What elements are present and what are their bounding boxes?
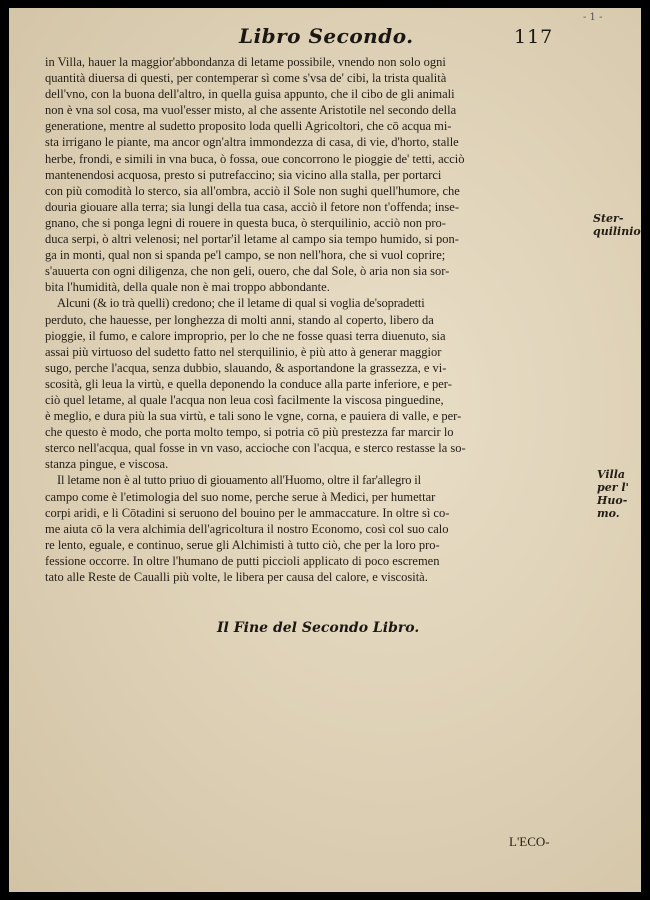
text-line: corpi aridi, e li Cōtadini si seruono del bouino per le ammaccature. In oltre sì co- [45, 505, 450, 520]
text-line: re lento, eguale, e continuo, serue gli Alchimisti à tutto ciò, che per la loro pro- [45, 537, 440, 552]
text-line: sta irrigano le piante, ma ancor ogn'altra immondezza di casa, di vie, d'horto, stalle [45, 135, 459, 150]
text-line: Il letame non è al tutto priuo di giouamento all'Huomo, oltre il far'allegro il [57, 473, 421, 488]
text-line: è meglio, e dura più la sua virtù, e tali sono le vgne, corna, e pauiera di valle, e per- [45, 409, 462, 424]
text-line: in Villa, hauer la maggior'abbondanza di letame possibile, vnendo non solo ogni [45, 55, 446, 69]
margin-note-villa [597, 468, 637, 520]
text-line: sugo, perche l'acqua, senza dubbio, slauando, & asportandone la grassezza, e vi- [45, 360, 447, 375]
text-line: Alcuni (& io trà quelli) credono; che il letame di qual si voglia de'sopradetti [57, 296, 425, 311]
text-line: fessione occorre. In oltre l'humano de putti piccioli applicato di poco escremen [45, 553, 440, 568]
text-line: ciò quel letame, al quale l'acqua non leua così facilmente la viscosa pinguedine, [45, 392, 444, 407]
margin-note-line: quilinio [593, 225, 641, 238]
page-number: 117 [514, 26, 554, 48]
text-line: che questo è modo, che porta molto tempo, si potria cō più prestezza far marcir lo [45, 425, 454, 440]
text-line: dell'vno, con la buona dell'altro, in quella guisa appunto, che il cibo de gli animali [45, 87, 455, 102]
margin-note-line: per l' [597, 481, 629, 494]
text-line: herbe, frondi, e simili in vna buca, ò fossa, oue concorrono le pioggie de' tetti, acciò [45, 151, 465, 166]
text-line: pioggie, il fumo, e calore improprio, per lo che ne fosse quasi terra diuenuto, sia [45, 328, 446, 343]
margin-note-line: Ster- [593, 212, 624, 225]
text-line: assai più virtuoso del sudetto fatto nel sterquilinio, è più atto à generar maggior [45, 344, 442, 359]
text-line: campo come è l'etimologia del suo nome, perche serue à Medici, per humettar [45, 489, 436, 504]
text-line: me aiuta cō la vera alchimia dell'agricoltura il nostro Economo, così col suo calo [45, 521, 449, 536]
text-line: duca serpi, ò altri velenosi; nel portar'il letame al campo sia tempo humido, si pon- [45, 232, 459, 247]
margin-note-sterquilinio [593, 212, 641, 238]
text-line: mantenendosi acquosa, presto si putrefaccino; sia vicino alla stalla, per portarci [45, 167, 442, 182]
catchword: L'ECO- [509, 834, 550, 849]
margin-note-line: mo. [597, 507, 620, 520]
closing-line: Il Fine del Secondo Libro. [217, 620, 420, 636]
text-line: sterco nell'acqua, qual fosse in vn vaso, accioche con l'acqua, e sterco restasse la so- [45, 441, 466, 456]
text-line: generatione, mentre al sudetto proposito loda quelli Agricoltori, che cō acqua mi- [45, 119, 452, 134]
text-line: non è vna sol cosa, ma vuol'esser misto, al che assente Aristotile nel secondo della [45, 103, 457, 118]
book-page [9, 8, 641, 892]
text-line: gnano, che si ponga legni di rouere in questa buca, ò sterquilinio, acciò non pro- [45, 215, 446, 230]
text-line: quantità diuersa di questi, per contemperar sì come s'vsa de' cibi, la trista qualità [45, 71, 447, 86]
body-text [45, 54, 577, 585]
margin-note-line: Villa [597, 468, 626, 481]
text-line: douria giouare alla terra; sia lungi della tua casa, acciò il fetore non t'offenda; inse- [45, 199, 460, 214]
page-mark: - 1 - [583, 12, 603, 23]
margin-note-line: Huo- [597, 494, 628, 507]
text-line: tato alle Reste de Caualli più volte, le libera per causa del calore, e viscosità. [45, 570, 428, 584]
text-line: scosità, gli leua la virtù, e quella deponendo la conduce alla parte inferiore, e per- [45, 376, 452, 391]
text-line: con più comodità lo sterco, sia all'ombra, acciò il Sole non sughi quell'humore, che [45, 183, 460, 198]
text-line: perduto, che hauesse, per longhezza di molti anni, stando al coperto, libero da [45, 312, 434, 327]
text-line: ga in monti, qual non si spanda pe'l campo, se non nell'hora, che si vuol coprire; [45, 248, 446, 263]
text-line: stanza pingue, e viscosa. [45, 457, 169, 472]
text-line: bita l'humidità, della quale non è mai troppo abbondante. [45, 280, 330, 295]
text-line: s'auuerta con ogni diligenza, che non geli, ouero, che dal Sole, ò aria non sia sor- [45, 264, 450, 279]
running-title: Libro Secondo. [239, 24, 414, 48]
